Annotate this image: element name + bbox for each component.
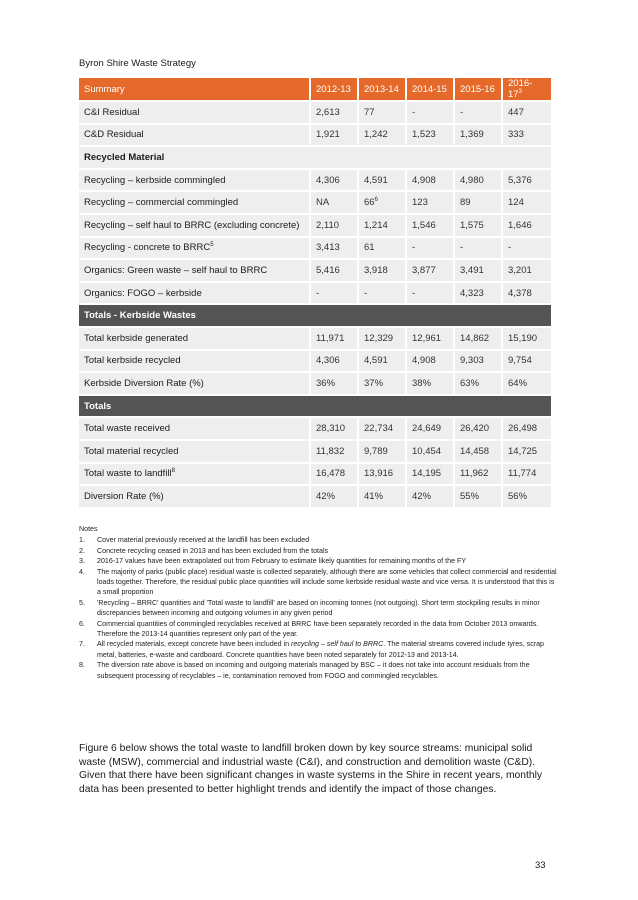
table-header-row xyxy=(79,78,551,100)
table-row xyxy=(79,283,551,304)
section-band-row xyxy=(79,305,551,326)
table-cell: 41% xyxy=(357,486,405,507)
table-cell: - xyxy=(501,238,551,259)
table-cell: 37% xyxy=(357,373,405,394)
table-cell: 13,916 xyxy=(357,464,405,485)
column-header: 2015-16 xyxy=(453,78,501,100)
table-cell: 1,214 xyxy=(357,215,405,236)
row-label: Recycling – self haul to BRRC (excluding concrete) xyxy=(79,215,309,236)
column-header: Summary xyxy=(79,78,309,100)
note-text: The diversion rate above is based on incoming and outgoing materials managed by BSC – it does not take into account residuals from the subsequent processing of recyclables – ie, contamination removed from FOGO and commingled recyclables. xyxy=(97,661,530,680)
table-row xyxy=(79,328,551,349)
row-label: Recycling - concrete to BRRC$^5$ xyxy=(79,238,309,259)
table-cell: - xyxy=(405,283,453,304)
row-label: Organics: FOGO – kerbside xyxy=(79,283,309,304)
note-number: 3. xyxy=(79,557,85,566)
table-cell: 28,310 xyxy=(309,418,357,439)
table-cell: 333 xyxy=(501,125,551,146)
row-label: Organics: Green waste – self haul to BRRC xyxy=(79,260,309,281)
table-cell: 11,962 xyxy=(453,464,501,485)
table-cell: - xyxy=(405,102,453,123)
row-label: C&D Residual xyxy=(79,125,309,146)
note-number: 4. xyxy=(79,567,85,576)
table-cell: 26,420 xyxy=(453,418,501,439)
table-cell: 26,498 xyxy=(501,418,551,439)
column-header: 2014-15 xyxy=(405,78,453,100)
table-row xyxy=(79,238,551,259)
table-cell: 2,110 xyxy=(309,215,357,236)
note-item xyxy=(79,619,559,640)
column-header: $2016-17^3$ xyxy=(501,78,551,100)
note-number: 8. xyxy=(79,661,85,670)
table-cell: 4,378 xyxy=(501,283,551,304)
table-cell: 3,201 xyxy=(501,260,551,281)
table-row xyxy=(79,351,551,372)
document-header: Byron Shire Waste Strategy xyxy=(79,58,196,69)
table-cell: 14,195 xyxy=(405,464,453,485)
note-item xyxy=(79,598,559,619)
table-row xyxy=(79,102,551,123)
table-cell: 4,980 xyxy=(453,170,501,191)
note-text: 2016-17 values have been extrapolated out from February to estimate likely quantities for remaining months of the FY xyxy=(97,557,467,566)
note-text: 'Recycling – BRRC' quantities and 'Total waste to landfill' are based on incoming tonnes (not outgoing). Short term stockpiling results in minor discrepancies between incoming and outgoing volumes in any given period xyxy=(97,598,540,618)
table-notes xyxy=(79,524,559,681)
table-cell: 89 xyxy=(453,192,501,213)
table-cell: 1,921 xyxy=(309,125,357,146)
table-cell: 447 xyxy=(501,102,551,123)
table-cell: 4,591 xyxy=(357,351,405,372)
note-text: Concrete recycling ceased in 2013 and has been excluded from the totals xyxy=(97,546,329,555)
table-cell: 14,862 xyxy=(453,328,501,349)
row-label: Kerbside Diversion Rate (%) xyxy=(79,373,309,394)
table-cell: 38% xyxy=(405,373,453,394)
table-cell: NA xyxy=(309,192,357,213)
table-body xyxy=(79,102,551,507)
page-number: 33 xyxy=(535,860,546,871)
table-cell: - xyxy=(309,283,357,304)
column-header: 2012-13 xyxy=(309,78,357,100)
notes-list xyxy=(79,535,559,681)
subsection-row xyxy=(79,147,551,168)
row-label: Totals xyxy=(79,396,551,417)
table-cell: 16,478 xyxy=(309,464,357,485)
note-number: 2. xyxy=(79,546,85,555)
row-label: Diversion Rate (%) xyxy=(79,486,309,507)
table-cell: 42% xyxy=(309,486,357,507)
table-cell: 4,908 xyxy=(405,170,453,191)
notes-title: Notes xyxy=(79,525,98,533)
note-item xyxy=(79,546,559,556)
table-cell: 22,734 xyxy=(357,418,405,439)
table-row xyxy=(79,418,551,439)
table-cell: 1,242 xyxy=(357,125,405,146)
table-cell: 1,369 xyxy=(453,125,501,146)
table-row xyxy=(79,170,551,191)
table-cell: 61 xyxy=(357,238,405,259)
table-cell: 12,961 xyxy=(405,328,453,349)
table-cell: 4,306 xyxy=(309,351,357,372)
table-cell: 4,908 xyxy=(405,351,453,372)
table-row xyxy=(79,441,551,462)
note-item xyxy=(79,660,559,681)
row-label: Total waste received xyxy=(79,418,309,439)
table-cell: - xyxy=(453,102,501,123)
body-paragraph: Figure 6 below shows the total waste to landfill broken down by key source streams: municipal solid waste (MSW), commercial and industrial waste (C&I), and construction and demolition waste (C&D). Given that there have been significant changes in waste systems in the Shire in recent years, monthly data has been presented to better highlight trends and identify the impact of those changes. xyxy=(79,743,543,795)
table-cell: - xyxy=(357,283,405,304)
row-label: Total waste to landfill$^8$ xyxy=(79,464,309,485)
table-row xyxy=(79,192,551,213)
row-label: C&I Residual xyxy=(79,102,309,123)
row-label: Total kerbside generated xyxy=(79,328,309,349)
table-cell: 4,591 xyxy=(357,170,405,191)
table-cell: 1,575 xyxy=(453,215,501,236)
table-row xyxy=(79,260,551,281)
table-cell: 11,832 xyxy=(309,441,357,462)
table-cell: 14,458 xyxy=(453,441,501,462)
waste-summary-table xyxy=(79,76,551,509)
note-text: All recycled materials, except concrete have been included in recycling – self haul to BRRC. The material streams covered include tyres, scrap metal, batteries, e-waste and cardboard. Concrete quantities have been noted separately for 2012-13 and 2013-14. xyxy=(97,640,545,659)
table-cell: 3,413 xyxy=(309,238,357,259)
note-item xyxy=(79,556,559,566)
section-band-row xyxy=(79,396,551,417)
table-row xyxy=(79,125,551,146)
table-cell: 14,725 xyxy=(501,441,551,462)
note-number: 1. xyxy=(79,536,85,545)
note-number: 6. xyxy=(79,619,85,628)
note-item xyxy=(79,567,559,598)
table-cell: $66^6$ xyxy=(357,192,405,213)
table-cell: 1,546 xyxy=(405,215,453,236)
table-cell: 1,523 xyxy=(405,125,453,146)
table-cell: 36% xyxy=(309,373,357,394)
table-cell: 4,306 xyxy=(309,170,357,191)
table-cell: - xyxy=(453,238,501,259)
table-row xyxy=(79,464,551,485)
row-label: Recycling – kerbside commingled xyxy=(79,170,309,191)
table-cell: 5,376 xyxy=(501,170,551,191)
table-cell: 5,416 xyxy=(309,260,357,281)
table-cell: 123 xyxy=(405,192,453,213)
note-number: 7. xyxy=(79,640,85,649)
table-cell: 77 xyxy=(357,102,405,123)
table-cell: 2,613 xyxy=(309,102,357,123)
table-cell: 9,754 xyxy=(501,351,551,372)
note-item xyxy=(79,535,559,545)
note-text: Cover material previously received at the landfill has been excluded xyxy=(97,536,310,545)
row-label: Recycled Material xyxy=(79,147,551,168)
table-cell: 24,649 xyxy=(405,418,453,439)
row-label: Total material recycled xyxy=(79,441,309,462)
table-cell: 63% xyxy=(453,373,501,394)
table-row xyxy=(79,215,551,236)
row-label: Totals - Kerbside Wastes xyxy=(79,305,551,326)
note-number: 5. xyxy=(79,598,85,607)
table-cell: 4,323 xyxy=(453,283,501,304)
table-row xyxy=(79,373,551,394)
table-cell: 3,918 xyxy=(357,260,405,281)
table-cell: 1,646 xyxy=(501,215,551,236)
table-cell: 124 xyxy=(501,192,551,213)
row-label: Recycling – commercial commingled xyxy=(79,192,309,213)
table-cell: 9,303 xyxy=(453,351,501,372)
table-cell: 56% xyxy=(501,486,551,507)
table-cell: 11,971 xyxy=(309,328,357,349)
table-cell: 64% xyxy=(501,373,551,394)
table-cell: 11,774 xyxy=(501,464,551,485)
table-row xyxy=(79,486,551,507)
table-cell: 15,190 xyxy=(501,328,551,349)
note-text: The majority of parks (public place) residual waste is collected separately, although there are some vehicles that collect commercial and residential loads together. Therefore, the residual public place quantities will include some kerbside residual waste and vice versa. It is understood that this is a small proportion xyxy=(97,567,557,597)
table-cell: 42% xyxy=(405,486,453,507)
column-header: 2013-14 xyxy=(357,78,405,100)
table-cell: 9,789 xyxy=(357,441,405,462)
table-cell: 10,454 xyxy=(405,441,453,462)
row-label: Total kerbside recycled xyxy=(79,351,309,372)
table-cell: - xyxy=(405,238,453,259)
note-item xyxy=(79,639,559,660)
table-cell: 12,329 xyxy=(357,328,405,349)
note-text: Commercial quantities of commingled recyclables received at BRRC have been separately recorded in the data from October 2013 onwards. Therefore the 2013-14 quantities represent only part of the year. xyxy=(97,619,539,639)
table-cell: 3,877 xyxy=(405,260,453,281)
table-cell: 3,491 xyxy=(453,260,501,281)
table-cell: 55% xyxy=(453,486,501,507)
